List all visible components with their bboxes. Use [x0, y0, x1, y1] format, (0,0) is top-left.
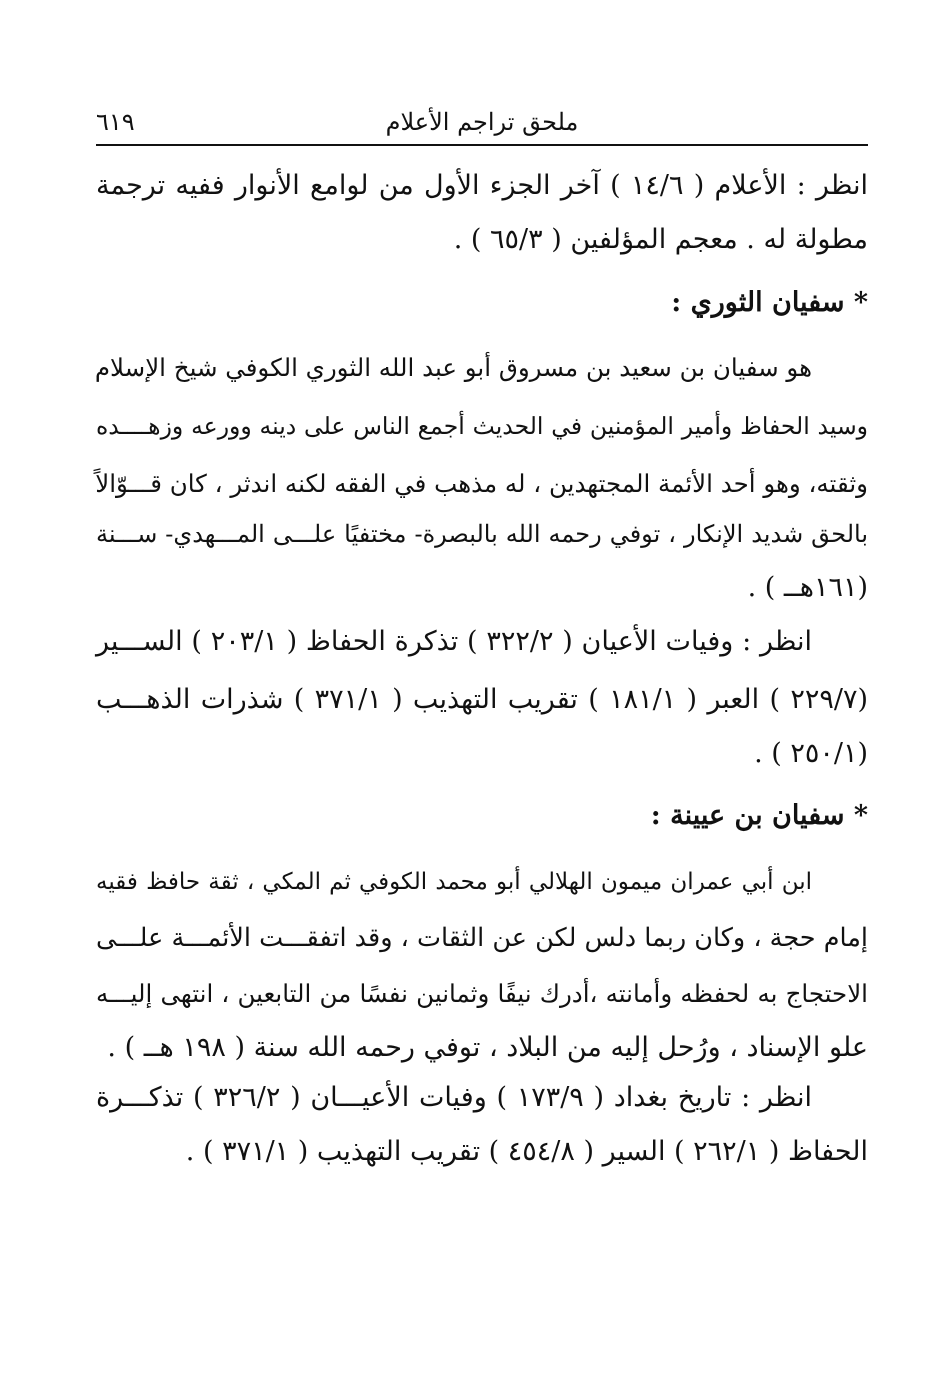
- text-line: (٢٢٩/٧ ) العبر ( ١٨١/١ ) تقريب التهذيب ( ٣٧١/١ ) شذرات الذهـــب: [96, 684, 868, 715]
- entry-heading: * سفيان الثوري :: [671, 287, 868, 318]
- text-line: انظر : الأعلام ( ١٤/٦ ) آخر الجزء الأول من لوامع الأنوار ففيه ترجمة: [96, 170, 868, 201]
- text-line: (١٦١هــ ) .: [747, 572, 868, 603]
- running-title: ملحق تراجم الأعلام: [385, 108, 579, 136]
- entry-heading: * سفيان بن عيينة :: [650, 800, 868, 831]
- text-line: الحفاظ ( ٢٦٢/١ ) السير ( ٤٥٤/٨ ) تقريب التهذيب ( ٣٧١/١ ) .: [185, 1136, 868, 1167]
- text-line: الاحتجاج به لحفظه وأمانته ،أدرك نيفًا وثمانين نفسًا من التابعين ، انتهى إليـــه: [96, 979, 868, 1008]
- text-line: بالحق شديد الإنكار ، توفي رحمه الله بالبصرة- مختفيًا علـــى المـــهدي- ســـنة: [96, 520, 868, 548]
- text-line: ابن أبي عمران ميمون الهلالي أبو محمد الكوفي ثم المكي ، ثقة حافظ فقيه: [96, 869, 812, 895]
- page-number: ٦١٩: [96, 108, 135, 136]
- text-line: مطولة له . معجم المؤلفين ( ٦٥/٣ ) .: [453, 224, 868, 255]
- text-line: انظر : وفيات الأعيان ( ٣٢٢/٢ ) تذكرة الحفاظ ( ٢٠٣/١ ) الســـير: [96, 626, 812, 657]
- text-line: هو سفيان بن سعيد بن مسروق أبو عبد الله الثوري الكوفي شيخ الإسلام: [94, 353, 812, 382]
- text-line: وسيد الحفاظ وأمير المؤمنين في الحديث أجمع الناس على دينه وورعه وزهــــده: [96, 412, 868, 440]
- text-line: وثقته، وهو أحد الأئمة المجتهدين ، له مذهب في الفقه لكنه اندثر ، كان قـــوّالاً: [95, 469, 868, 498]
- document-page: [94, 100, 868, 1167]
- text-line: علو الإسناد ، ورُحل إليه من البلاد ، توفي رحمه الله سنة ( ١٩٨ هــ ) .: [107, 1032, 868, 1063]
- text-line: انظر : تاريخ بغداد ( ١٧٣/٩ ) وفيات الأعيـــان ( ٣٢٦/٢ ) تذكـــرة: [96, 1082, 812, 1113]
- text-line: إمام حجة ، وكان ربما دلس لكن عن الثقات ، وقد اتفقـــت الأئمـــة علـــى: [96, 923, 868, 953]
- text-line: (٢٥٠/١ ) .: [754, 738, 868, 769]
- page-header: [96, 100, 868, 146]
